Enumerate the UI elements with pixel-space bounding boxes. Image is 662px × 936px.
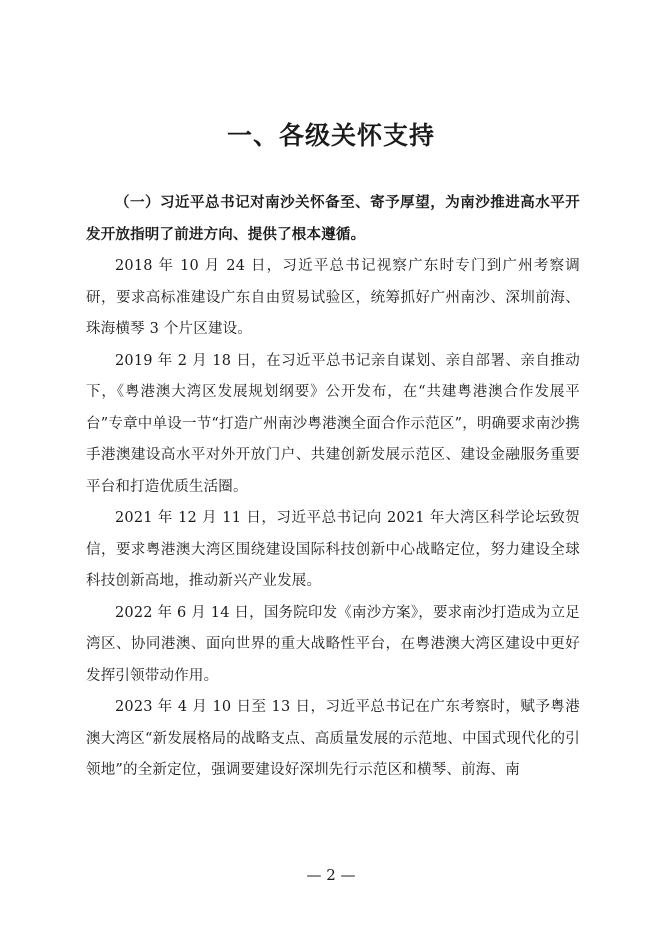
paragraph-2018: 2018 年 10 月 24 日，习近平总书记视察广东时专门到广州考察调研，要求高标准建设广东自由贸易试验区，统筹抓好广州南沙、深圳前海、珠海横琴 3 个片区建设。: [86, 258, 580, 337]
paragraph-2021: 2021 年 12 月 11 日，习近平总书记向 2021 年大湾区科学论坛致贺信，要求粤港澳大湾区围绕建设国际科技创新中心战略定位，努力建设全球科技创新高地，推动新兴产业发展。: [86, 510, 580, 589]
paragraph-2023: 2023 年 4 月 10 日至 13 日，习近平总书记在广东考察时，赋予粤港澳大湾区“新发展格局的战略支点、高质量发展的示范地、中国式现代化的引领地”的全新定位，强调要建设好深圳先行示范区和横琴、前海、南: [86, 699, 580, 778]
paragraph-2022: 2022 年 6 月 14 日，国务院印发《南沙方案》，要求南沙打造成为立足湾区、协同港澳、面向世界的重大战略性平台，在粤港澳大湾区建设中更好发挥引领带动作用。: [86, 604, 580, 684]
body-text: [86, 188, 580, 787]
section-title: 一、各级关怀支持: [226, 121, 435, 150]
subheading-paragraph: （一）习近平总书记对南沙关怀备至、寄予厚望，为南沙推进高水平开发开放指明了前进方向、提供了根本遵循。: [86, 195, 580, 243]
paragraph-2019: 2019 年 2 月 18 日，在习近平总书记亲自谋划、亲自部署、亲自推动下，《粤港澳大湾区发展规划纲要》公开发布，在“共建粤港澳合作发展平台”专章中单设一节“打造广州南沙粤港澳全面合作示范区”，明确要求南沙携手港澳建设高水平对外开放门户、共建创新发展示范区、建设金融服务重要平台和打造优质生活圈。: [86, 352, 580, 495]
page-number: — 2 —: [306, 866, 356, 884]
